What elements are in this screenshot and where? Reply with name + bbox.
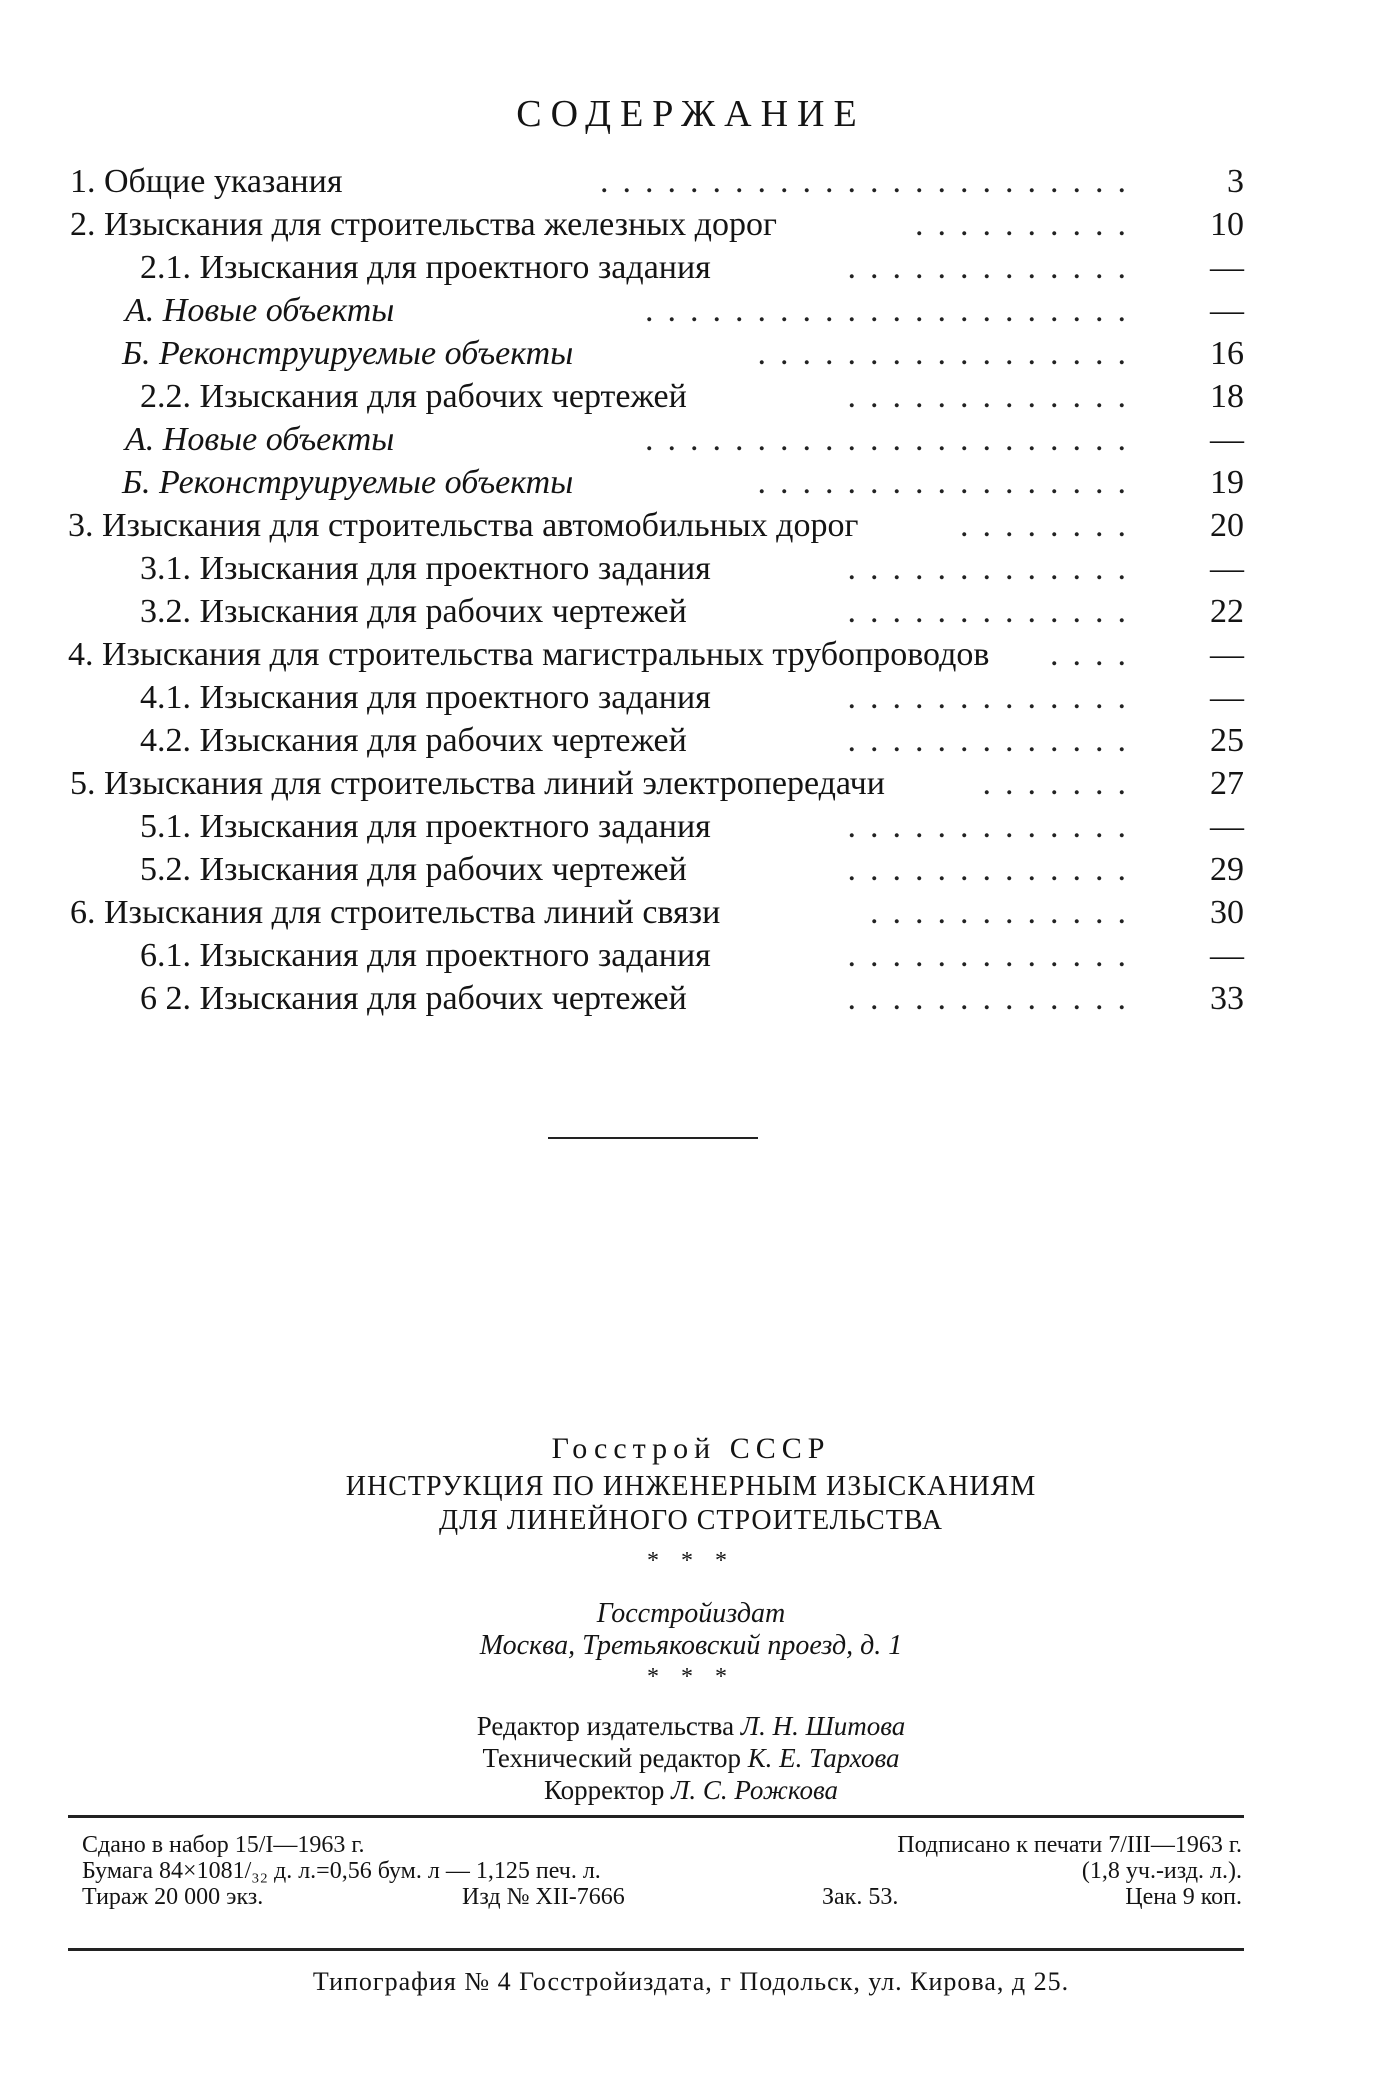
toc-entry-label: Б. Реконструируемые объекты: [122, 464, 574, 501]
toc-leader-dots: ........................: [600, 163, 1140, 200]
tech-editor-credit: [0, 1742, 1382, 1774]
toc-leader-dots: .............: [847, 722, 1140, 759]
book-title: [0, 1470, 1382, 1538]
toc-entry-label: 4.2. Изыскания для рабочих чертежей: [140, 722, 687, 759]
toc-entry-page: —: [1210, 292, 1244, 329]
toc-leader-dots: .............: [847, 679, 1140, 716]
toc-entry: [0, 461, 1382, 505]
toc-entry: [0, 719, 1382, 763]
imprint-bottom-rule: [68, 1948, 1244, 1951]
toc-leader-dots: .................: [757, 464, 1140, 501]
toc-entry-page: 29: [1210, 851, 1244, 888]
toc-leader-dots: .............: [847, 851, 1140, 888]
publisher-block: [0, 1598, 1382, 1662]
toc-entry: [0, 977, 1382, 1021]
stars-divider: * * *: [647, 1664, 735, 1690]
toc-entry-page: 30: [1210, 894, 1244, 931]
printer-line: Типография № 4 Госстройиздата, г Подольск, ул. Кирова, д 25.: [312, 1967, 1070, 1996]
price: Цена 9 коп.: [1125, 1884, 1242, 1910]
toc-entry: [0, 934, 1382, 978]
edition-number: Изд № XII-7666: [462, 1884, 625, 1910]
tech-editor-name: К. Е. Тархова: [747, 1743, 900, 1773]
toc-entry-label: 1. Общие указания: [70, 163, 343, 200]
toc-entry: [0, 805, 1382, 849]
toc-heading: СОДЕРЖАНИЕ: [516, 93, 866, 135]
toc-leader-dots: .............: [847, 937, 1140, 974]
toc-entry-label: 3. Изыскания для строительства автомобильных дорог: [68, 507, 859, 544]
toc-entry-page: 25: [1210, 722, 1244, 759]
toc-leader-dots: ........: [960, 507, 1140, 544]
toc-entry: [0, 332, 1382, 376]
toc-entry-page: —: [1210, 679, 1244, 716]
toc-entry: [0, 547, 1382, 591]
toc-entry-label: 3.2. Изыскания для рабочих чертежей: [140, 593, 687, 630]
toc-entry-page: —: [1210, 937, 1244, 974]
toc-entry-page: 3: [1227, 163, 1244, 200]
toc-entry-label: 6 2. Изыскания для рабочих чертежей: [140, 980, 687, 1017]
signed-date: Подписано к печати 7/III—1963 г.: [897, 1832, 1242, 1858]
staff-credits: [0, 1710, 1382, 1806]
toc-entry-label: 4. Изыскания для строительства магистральных трубопроводов: [68, 636, 990, 673]
toc-entry: [0, 504, 1382, 548]
submitted-date: Сдано в набор 15/I—1963 г.: [82, 1832, 365, 1858]
toc-entry-page: 22: [1210, 593, 1244, 630]
editor-label: Редактор издательства: [476, 1711, 735, 1741]
toc-entry-page: —: [1210, 421, 1244, 458]
toc-leader-dots: .............: [847, 378, 1140, 415]
toc-leader-dots: ......................: [645, 421, 1140, 458]
publisher-address: Москва, Третьяковский проезд, д. 1: [479, 1630, 903, 1661]
toc-leader-dots: .............: [847, 249, 1140, 286]
toc-entry-label: 4.1. Изыскания для проектного задания: [140, 679, 711, 716]
toc-entry-page: 19: [1210, 464, 1244, 501]
corrector-name: Л. С. Рожкова: [671, 1775, 838, 1805]
toc-entry: [0, 203, 1382, 247]
toc-entry: [0, 633, 1382, 677]
toc-entry: [0, 848, 1382, 892]
organization: Госстрой СССР: [551, 1432, 831, 1465]
toc-entry-page: 33: [1210, 980, 1244, 1017]
toc-entry-label: 2.1. Изыскания для проектного задания: [140, 249, 711, 286]
toc-entry-label: 6.1. Изыскания для проектного задания: [140, 937, 711, 974]
toc-entry: [0, 375, 1382, 419]
toc-leader-dots: .............: [847, 980, 1140, 1017]
toc-leader-dots: .............: [847, 593, 1140, 630]
toc-leader-dots: .............: [847, 550, 1140, 587]
toc-leader-dots: ............: [870, 894, 1140, 931]
toc-entry-page: 18: [1210, 378, 1244, 415]
toc-entry-page: —: [1210, 550, 1244, 587]
toc-entry: [0, 676, 1382, 720]
toc-entry-page: —: [1210, 636, 1244, 673]
imprint-top-rule: [68, 1815, 1244, 1818]
corrector-credit: [0, 1774, 1382, 1806]
toc-entry-label: 5.1. Изыскания для проектного задания: [140, 808, 711, 845]
toc-entry: [0, 289, 1382, 333]
toc-leader-dots: .......: [982, 765, 1140, 802]
toc-entry: [0, 418, 1382, 462]
toc-leader-dots: ..........: [915, 206, 1140, 243]
editor-credit: [0, 1710, 1382, 1742]
toc-entry: [0, 762, 1382, 806]
book-title-line-2: ДЛЯ ЛИНЕЙНОГО СТРОИТЕЛЬСТВА: [439, 1505, 943, 1536]
toc-entry: [0, 891, 1382, 935]
toc-entry-page: 16: [1210, 335, 1244, 372]
print-run: Тираж 20 000 экз.: [82, 1884, 264, 1910]
toc-entry-page: —: [1210, 249, 1244, 286]
publisher-name: Госстройиздат: [596, 1598, 786, 1629]
toc-entry-label: А. Новые объекты: [125, 292, 395, 329]
toc-entry-page: 20: [1210, 507, 1244, 544]
tech-editor-label: Технический редактор: [482, 1743, 741, 1773]
imprint-line-1: [82, 1832, 1242, 1858]
toc-entry-label: 3.1. Изыскания для проектного задания: [140, 550, 711, 587]
toc-leader-dots: .................: [757, 335, 1140, 372]
paper-format: Бумага 84×1081/₃₂ д. л.=0,56 бум. л — 1,125 печ. л.: [82, 1858, 601, 1884]
toc-leader-dots: .............: [847, 808, 1140, 845]
publisher-sheets: (1,8 уч.-изд. л.).: [1081, 1858, 1242, 1884]
stars-divider: * * *: [647, 1548, 735, 1574]
imprint-line-3: [82, 1884, 1242, 1910]
toc-entry-label: 5. Изыскания для строительства линий электропередачи: [70, 765, 885, 802]
toc-entry-page: —: [1210, 808, 1244, 845]
toc-entry-page: 10: [1210, 206, 1244, 243]
imprint-block: [82, 1832, 1242, 1910]
toc-entry-label: 2.2. Изыскания для рабочих чертежей: [140, 378, 687, 415]
book-title-line-1: ИНСТРУКЦИЯ ПО ИНЖЕНЕРНЫМ ИЗЫСКАНИЯМ: [345, 1471, 1037, 1502]
toc-entry-page: 27: [1210, 765, 1244, 802]
toc-leader-dots: ....: [1050, 636, 1140, 673]
toc-leader-dots: ......................: [645, 292, 1140, 329]
toc-entry-label: 6. Изыскания для строительства линий связи: [70, 894, 721, 931]
toc-entry: [0, 160, 1382, 204]
toc-entry-label: А. Новые объекты: [125, 421, 395, 458]
corrector-label: Корректор: [543, 1775, 665, 1805]
toc-entry-label: Б. Реконструируемые объекты: [122, 335, 574, 372]
toc-entry: [0, 590, 1382, 634]
imprint-line-2: [82, 1858, 1242, 1884]
toc-entry: [0, 246, 1382, 290]
toc-entry-label: 5.2. Изыскания для рабочих чертежей: [140, 851, 687, 888]
editor-name: Л. Н. Шитова: [740, 1711, 906, 1741]
order-number: Зак. 53.: [822, 1884, 899, 1910]
separator-rule: [548, 1137, 758, 1139]
toc-entry-label: 2. Изыскания для строительства железных дорог: [70, 206, 777, 243]
